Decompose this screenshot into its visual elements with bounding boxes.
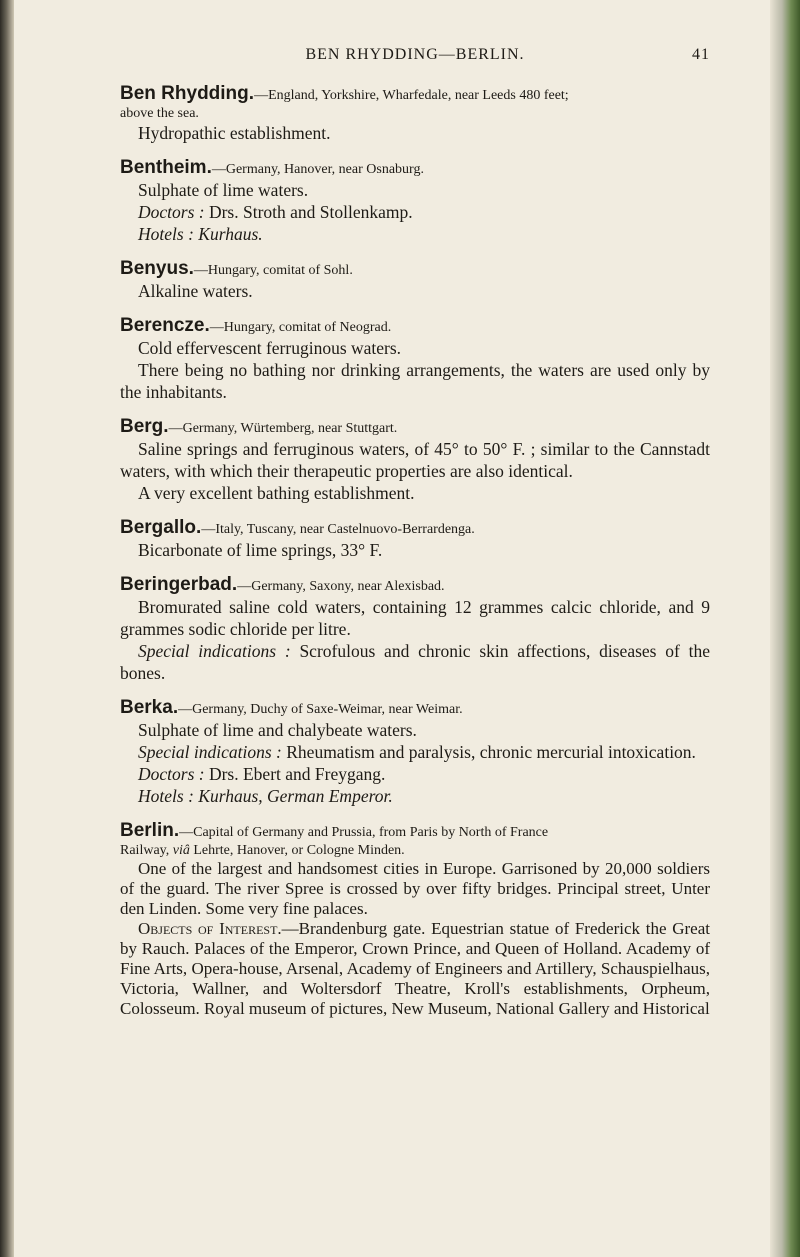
- hotels-value: Kurhaus, German Emperor.: [198, 786, 393, 806]
- entry-name: Berg.: [120, 416, 169, 437]
- entry-objects: [120, 919, 710, 1019]
- entry-text: Alkaline waters.: [138, 281, 253, 301]
- hotels-label: Hotels :: [138, 224, 194, 244]
- hotels-label: Hotels :: [138, 786, 194, 806]
- entry-name: Benyus.: [120, 258, 194, 279]
- entry-doctors: [120, 763, 710, 785]
- entry-text: Cold effervescent ferruginous waters.: [138, 338, 402, 358]
- book-page: [120, 40, 710, 1019]
- entry-special: [120, 640, 710, 684]
- special-value: Scrofulous and chronic skin affections, diseases of the bones.: [120, 641, 710, 683]
- entry-hotels: [120, 785, 710, 807]
- entry-location-cont: above the sea.: [120, 106, 199, 121]
- entry-text: There being no bathing nor drinking arrangements, the waters are used only by the inhabitants.: [120, 360, 710, 402]
- entry-bentheim: [120, 158, 710, 245]
- entry-berka: [120, 698, 710, 807]
- entry-name: Berlin.: [120, 820, 180, 841]
- entry-location: —Hungary, comitat of Sohl.: [193, 263, 353, 278]
- running-head: [120, 40, 710, 70]
- book-spine-shadow: [0, 0, 14, 1257]
- entry-name: Bentheim.: [120, 157, 212, 178]
- entry-text: Sulphate of lime and chalybeate waters.: [138, 720, 417, 740]
- doctors-label: Doctors :: [138, 764, 205, 784]
- entry-text: Hydropathic establishment.: [138, 123, 331, 143]
- entry-text: Bicarbonate of lime springs, 33° F.: [138, 540, 383, 560]
- entry-location: —England, Yorkshire, Wharfedale, near Leeds 480 feet;: [254, 88, 569, 103]
- location-cont-via: viâ: [172, 843, 190, 858]
- entry-special: [120, 741, 710, 763]
- entry-name: Beringerbad.: [120, 574, 238, 595]
- page-number: 41: [692, 46, 710, 63]
- special-label: Special indications :: [138, 742, 282, 762]
- entry-location: —Germany, Würtemberg, near Stuttgart.: [168, 421, 398, 436]
- entry-text: Bromurated saline cold waters, containing 12 grammes calcic chloride, and 9 grammes sodic chloride per litre.: [120, 597, 710, 639]
- entry-location: —Capital of Germany and Prussia, from Paris by North of France: [179, 825, 549, 840]
- entry-text: Sulphate of lime waters.: [138, 180, 309, 200]
- entry-location: —Germany, Hanover, near Osnaburg.: [211, 162, 424, 177]
- entry-berencze: [120, 316, 710, 403]
- entry-ben-rhydding: [120, 84, 710, 144]
- hotels-value: Kurhaus.: [198, 224, 263, 244]
- doctors-value: Drs. Stroth and Stollenkamp.: [208, 202, 413, 222]
- entry-name: Berka.: [120, 697, 179, 718]
- entry-location: —Germany, Saxony, near Alexisbad.: [237, 579, 445, 594]
- location-cont-pre: Railway,: [120, 843, 173, 858]
- entry-location: —Germany, Duchy of Saxe-Weimar, near Weimar.: [178, 702, 463, 717]
- entry-hotels: [120, 223, 710, 245]
- entry-berlin: [120, 821, 710, 1019]
- entry-text: Saline springs and ferruginous waters, of 45° to 50° F. ; similar to the Cannstadt waters, with which their therapeutic properties are also identical.: [120, 439, 710, 481]
- entry-name: Berencze.: [120, 315, 210, 336]
- objects-label: Objects of Interest.: [138, 919, 282, 938]
- special-label: Special indications :: [138, 641, 291, 661]
- entry-beringerbad: [120, 575, 710, 684]
- doctors-label: Doctors :: [138, 202, 205, 222]
- entry-text: One of the largest and handsomest cities in Europe. Garrisoned by 20,000 soldiers of the guard. The river Spree is crossed by over fifty bridges. Principal street, Unter den Linden. Some very fine palaces.: [120, 859, 710, 918]
- entry-location: —Hungary, comitat of Neograd.: [209, 320, 392, 335]
- entry-name: Bergallo.: [120, 517, 202, 538]
- entry-benyus: [120, 259, 710, 302]
- entry-text: A very excellent bathing establishment.: [138, 483, 415, 503]
- entry-doctors: [120, 201, 710, 223]
- location-cont-post: Lehrte, Hanover, or Cologne Minden.: [189, 843, 405, 858]
- running-title: BEN RHYDDING—BERLIN.: [305, 46, 525, 63]
- entry-bergallo: [120, 518, 710, 561]
- entry-name: Ben Rhydding.: [120, 83, 255, 104]
- special-value: Rheumatism and paralysis, chronic mercurial intoxication.: [286, 742, 696, 762]
- page-edge: [770, 0, 800, 1257]
- doctors-value: Drs. Ebert and Freygang.: [208, 764, 386, 784]
- entry-location-cont: [120, 842, 710, 859]
- entry-berg: [120, 417, 710, 504]
- objects-value: —Brandenburg gate. Equestrian statue of Frederick the Great by Rauch. Palaces of the Emperor, Crown Prince, and Queen of Holland. Academy of Fine Arts, Opera-house, Arsenal, Academy of Engineers and Artillery, Schauspielhaus, Victoria, Wallner, and Woltersdorf Theatre, Kroll's establishments, Orpheum, Colosseum. Royal museum of pictures, New Museum, National Gallery and Historical: [120, 919, 710, 1018]
- entry-location: —Italy, Tuscany, near Castelnuovo-Berrardenga.: [201, 522, 475, 537]
